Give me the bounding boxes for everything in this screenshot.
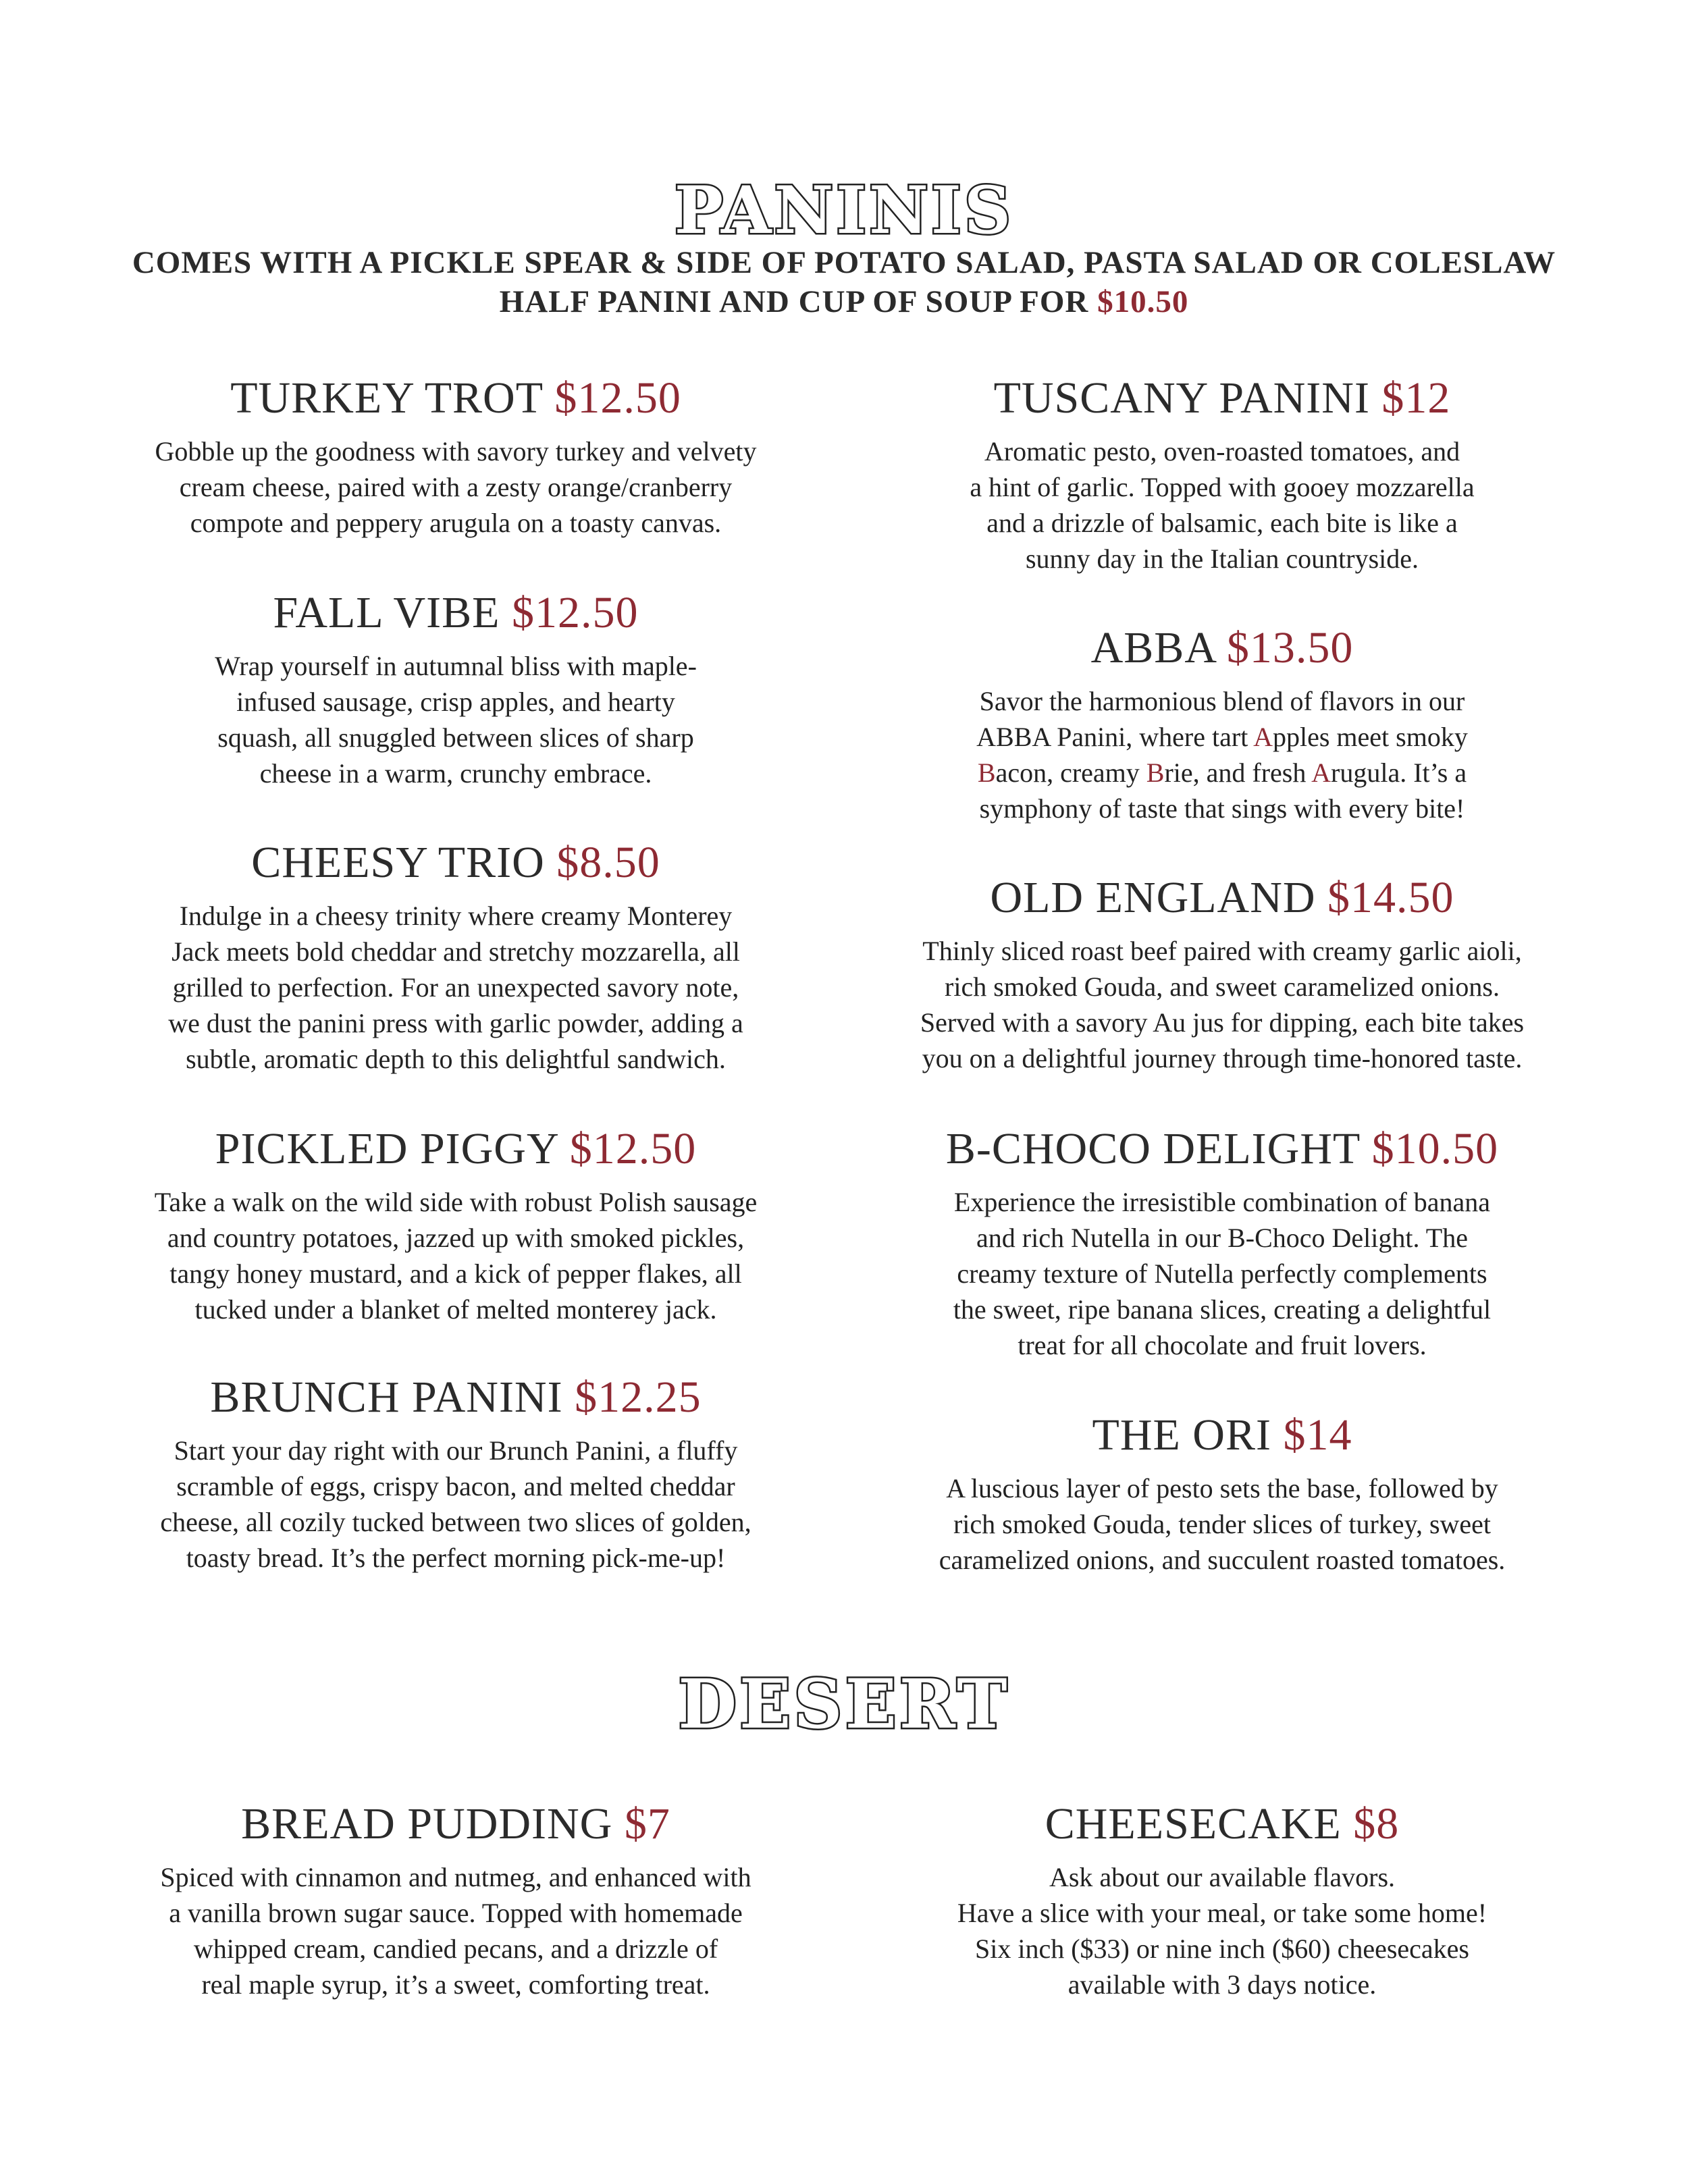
item-description [851, 933, 1593, 1076]
paninis-subtitle-combo [0, 284, 1688, 320]
description-line: we dust the panini press with garlic powder, adding a [168, 1008, 743, 1038]
description-line: rich smoked Gouda, tender slices of turkey, sweet [953, 1509, 1492, 1539]
description-line: subtle, aromatic depth to this delightful sandwich. [186, 1044, 726, 1074]
description-line: Gobble up the goodness with savory turkey and velvety [155, 436, 757, 467]
description-line: symphony of taste that sings with every bite! [979, 793, 1465, 824]
text-fragment: acon, creamy [995, 757, 1146, 788]
item-name: OLD ENGLAND [990, 873, 1316, 922]
description-line: cream cheese, paired with a zesty orange/cranberry [179, 472, 733, 502]
item-price: $12 [1381, 373, 1451, 423]
description-line: creamy texture of Nutella perfectly complements [957, 1258, 1487, 1289]
highlight-letter: B [977, 757, 996, 788]
item-price: $14.50 [1327, 873, 1454, 922]
item-description [851, 1470, 1593, 1578]
menu-item-b-choco-delight [851, 1121, 1593, 1363]
menu-item-turkey-trot [84, 370, 827, 541]
description-line: squash, all snuggled between slices of sharp [217, 722, 694, 753]
menu-item-old-england [851, 870, 1593, 1076]
highlight-letter: B [1146, 757, 1165, 788]
item-price: $12.25 [575, 1373, 702, 1422]
item-title [84, 585, 827, 641]
item-name: TURKEY TROT [230, 373, 543, 423]
description-line: Six inch ($33) or nine inch ($60) cheesecakes [975, 1934, 1469, 1964]
item-name: FALL VIBE [273, 588, 500, 637]
description-line: Indulge in a cheesy trinity where creamy Monterey [179, 901, 733, 931]
item-price: $12.50 [511, 588, 639, 637]
description-line: treat for all chocolate and fruit lovers. [1018, 1330, 1427, 1360]
item-price: $7 [624, 1799, 670, 1848]
menu-item-abba [851, 620, 1593, 826]
item-description [851, 1184, 1593, 1363]
item-title [851, 370, 1593, 427]
menu-item-the-ori [851, 1407, 1593, 1578]
description-line: Experience the irresistible combination of banana [953, 1187, 1491, 1217]
menu-item-cheesy-trio [84, 834, 827, 1077]
description-line: infused sausage, crisp apples, and hearty [236, 687, 675, 717]
text-fragment: ABBA Panini, where tart [976, 722, 1254, 752]
item-price: $10.50 [1371, 1124, 1499, 1173]
description-line: Spiced with cinnamon and nutmeg, and enhanced with [160, 1862, 751, 1892]
item-description [84, 648, 827, 791]
item-title [84, 370, 827, 427]
description-line: A luscious layer of pesto sets the base, followed by [946, 1473, 1498, 1503]
description-line: cheese, all cozily tucked between two slices of golden, [160, 1507, 751, 1537]
description-line: toasty bread. It’s the perfect morning pick-me-up! [186, 1543, 726, 1573]
menu-item-pickled-piggy [84, 1121, 827, 1327]
description-line: Savor the harmonious blend of flavors in our [979, 686, 1465, 716]
menu-item-fall-vibe [84, 585, 827, 791]
menu-item-cheesecake [851, 1796, 1593, 2002]
highlight-letter: A [1311, 757, 1331, 788]
text-fragment: rugula. It’s a [1331, 757, 1467, 788]
item-description [84, 1859, 827, 2002]
item-title [851, 620, 1593, 676]
description-line [851, 719, 1593, 755]
item-name: B-CHOCO DELIGHT [945, 1124, 1361, 1173]
description-line [851, 755, 1593, 791]
description-line: tangy honey mustard, and a kick of pepper flakes, all [169, 1258, 742, 1289]
description-line: Have a slice with your meal, or take some home! [957, 1898, 1487, 1928]
item-price: $12.50 [569, 1124, 697, 1173]
item-name: CHEESECAKE [1045, 1799, 1342, 1848]
combo-text: HALF PANINI AND CUP OF SOUP FOR [499, 284, 1098, 319]
item-title [851, 1121, 1593, 1177]
description-line: caramelized onions, and succulent roasted tomatoes. [939, 1545, 1506, 1575]
paninis-subtitle-sides: COMES WITH A PICKLE SPEAR & SIDE OF POTATO SALAD, PASTA SALAD OR COLESLAW [132, 245, 1556, 280]
item-title [84, 834, 827, 891]
menu-item-tuscany-panini [851, 370, 1593, 577]
combo-price: $10.50 [1097, 284, 1189, 319]
description-line: Jack meets bold cheddar and stretchy mozzarella, all [172, 936, 740, 967]
item-name: TUSCANY PANINI [993, 373, 1370, 423]
item-description [851, 1859, 1593, 2002]
description-line: real maple syrup, it’s a sweet, comforting treat. [201, 1969, 710, 2000]
description-line: whipped cream, candied pecans, and a drizzle of [193, 1934, 718, 1964]
description-line: Wrap yourself in autumnal bliss with maple- [215, 651, 697, 681]
desert-section-title: DESERT [678, 1664, 1010, 1744]
description-line: tucked under a blanket of melted monterey jack. [194, 1294, 717, 1325]
item-name: ABBA [1090, 623, 1215, 672]
description-line: Take a walk on the wild side with robust Polish sausage [154, 1187, 758, 1217]
item-title [84, 1121, 827, 1177]
description-line: available with 3 days notice. [1067, 1969, 1377, 2000]
description-line: the sweet, ripe banana slices, creating a delightful [953, 1294, 1492, 1325]
description-line: and a drizzle of balsamic, each bite is like a [986, 508, 1458, 538]
description-line: Start your day right with our Brunch Panini, a fluffy [174, 1435, 738, 1466]
description-line: Ask about our available flavors. [1049, 1862, 1396, 1892]
item-title [851, 1796, 1593, 1853]
item-description [84, 1433, 827, 1576]
paninis-section-title: PANINIS [674, 172, 1014, 248]
item-title [84, 1369, 827, 1426]
menu-item-brunch-panini [84, 1369, 827, 1576]
item-price: $14 [1283, 1410, 1352, 1460]
item-description [84, 1184, 827, 1327]
item-description [84, 898, 827, 1077]
description-line: compote and peppery arugula on a toasty canvas. [190, 508, 722, 538]
item-name: BRUNCH PANINI [210, 1373, 563, 1422]
item-title [84, 1796, 827, 1853]
description-line: a vanilla brown sugar sauce. Topped with homemade [169, 1898, 743, 1928]
description-line: and country potatoes, jazzed up with smoked pickles, [167, 1223, 745, 1253]
item-name: THE ORI [1092, 1410, 1271, 1460]
item-description [851, 683, 1593, 826]
item-name: BREAD PUDDING [241, 1799, 613, 1848]
highlight-letter: A [1253, 722, 1273, 752]
item-price: $13.50 [1226, 623, 1354, 672]
item-title [851, 870, 1593, 926]
item-price: $12.50 [554, 373, 681, 423]
description-line: Aromatic pesto, oven-roasted tomatoes, and [984, 436, 1460, 467]
description-line: rich smoked Gouda, and sweet caramelized onions. [945, 971, 1500, 1002]
item-price: $8.50 [556, 838, 660, 887]
description-line: scramble of eggs, crispy bacon, and melted cheddar [176, 1471, 735, 1501]
menu-item-bread-pudding [84, 1796, 827, 2002]
item-description [851, 433, 1593, 577]
item-price: $8 [1353, 1799, 1400, 1848]
text-fragment: rie, and fresh [1164, 757, 1312, 788]
description-line: Thinly sliced roast beef paired with creamy garlic aioli, [922, 936, 1522, 966]
item-name: PICKLED PIGGY [215, 1124, 558, 1173]
description-line: sunny day in the Italian countryside. [1025, 543, 1419, 574]
item-name: CHEESY TRIO [251, 838, 545, 887]
description-line: cheese in a warm, crunchy embrace. [259, 758, 652, 789]
description-line: and rich Nutella in our B-Choco Delight. The [976, 1223, 1468, 1253]
description-line: grilled to perfection. For an unexpected savory note, [172, 972, 739, 1003]
text-fragment: pples meet smoky [1273, 722, 1468, 752]
description-line: Served with a savory Au jus for dipping, each bite takes [920, 1007, 1525, 1038]
item-title [851, 1407, 1593, 1464]
description-line: you on a delightful journey through time-honored taste. [922, 1043, 1523, 1073]
description-line: a hint of garlic. Topped with gooey mozzarella [970, 472, 1475, 502]
item-description [84, 433, 827, 541]
